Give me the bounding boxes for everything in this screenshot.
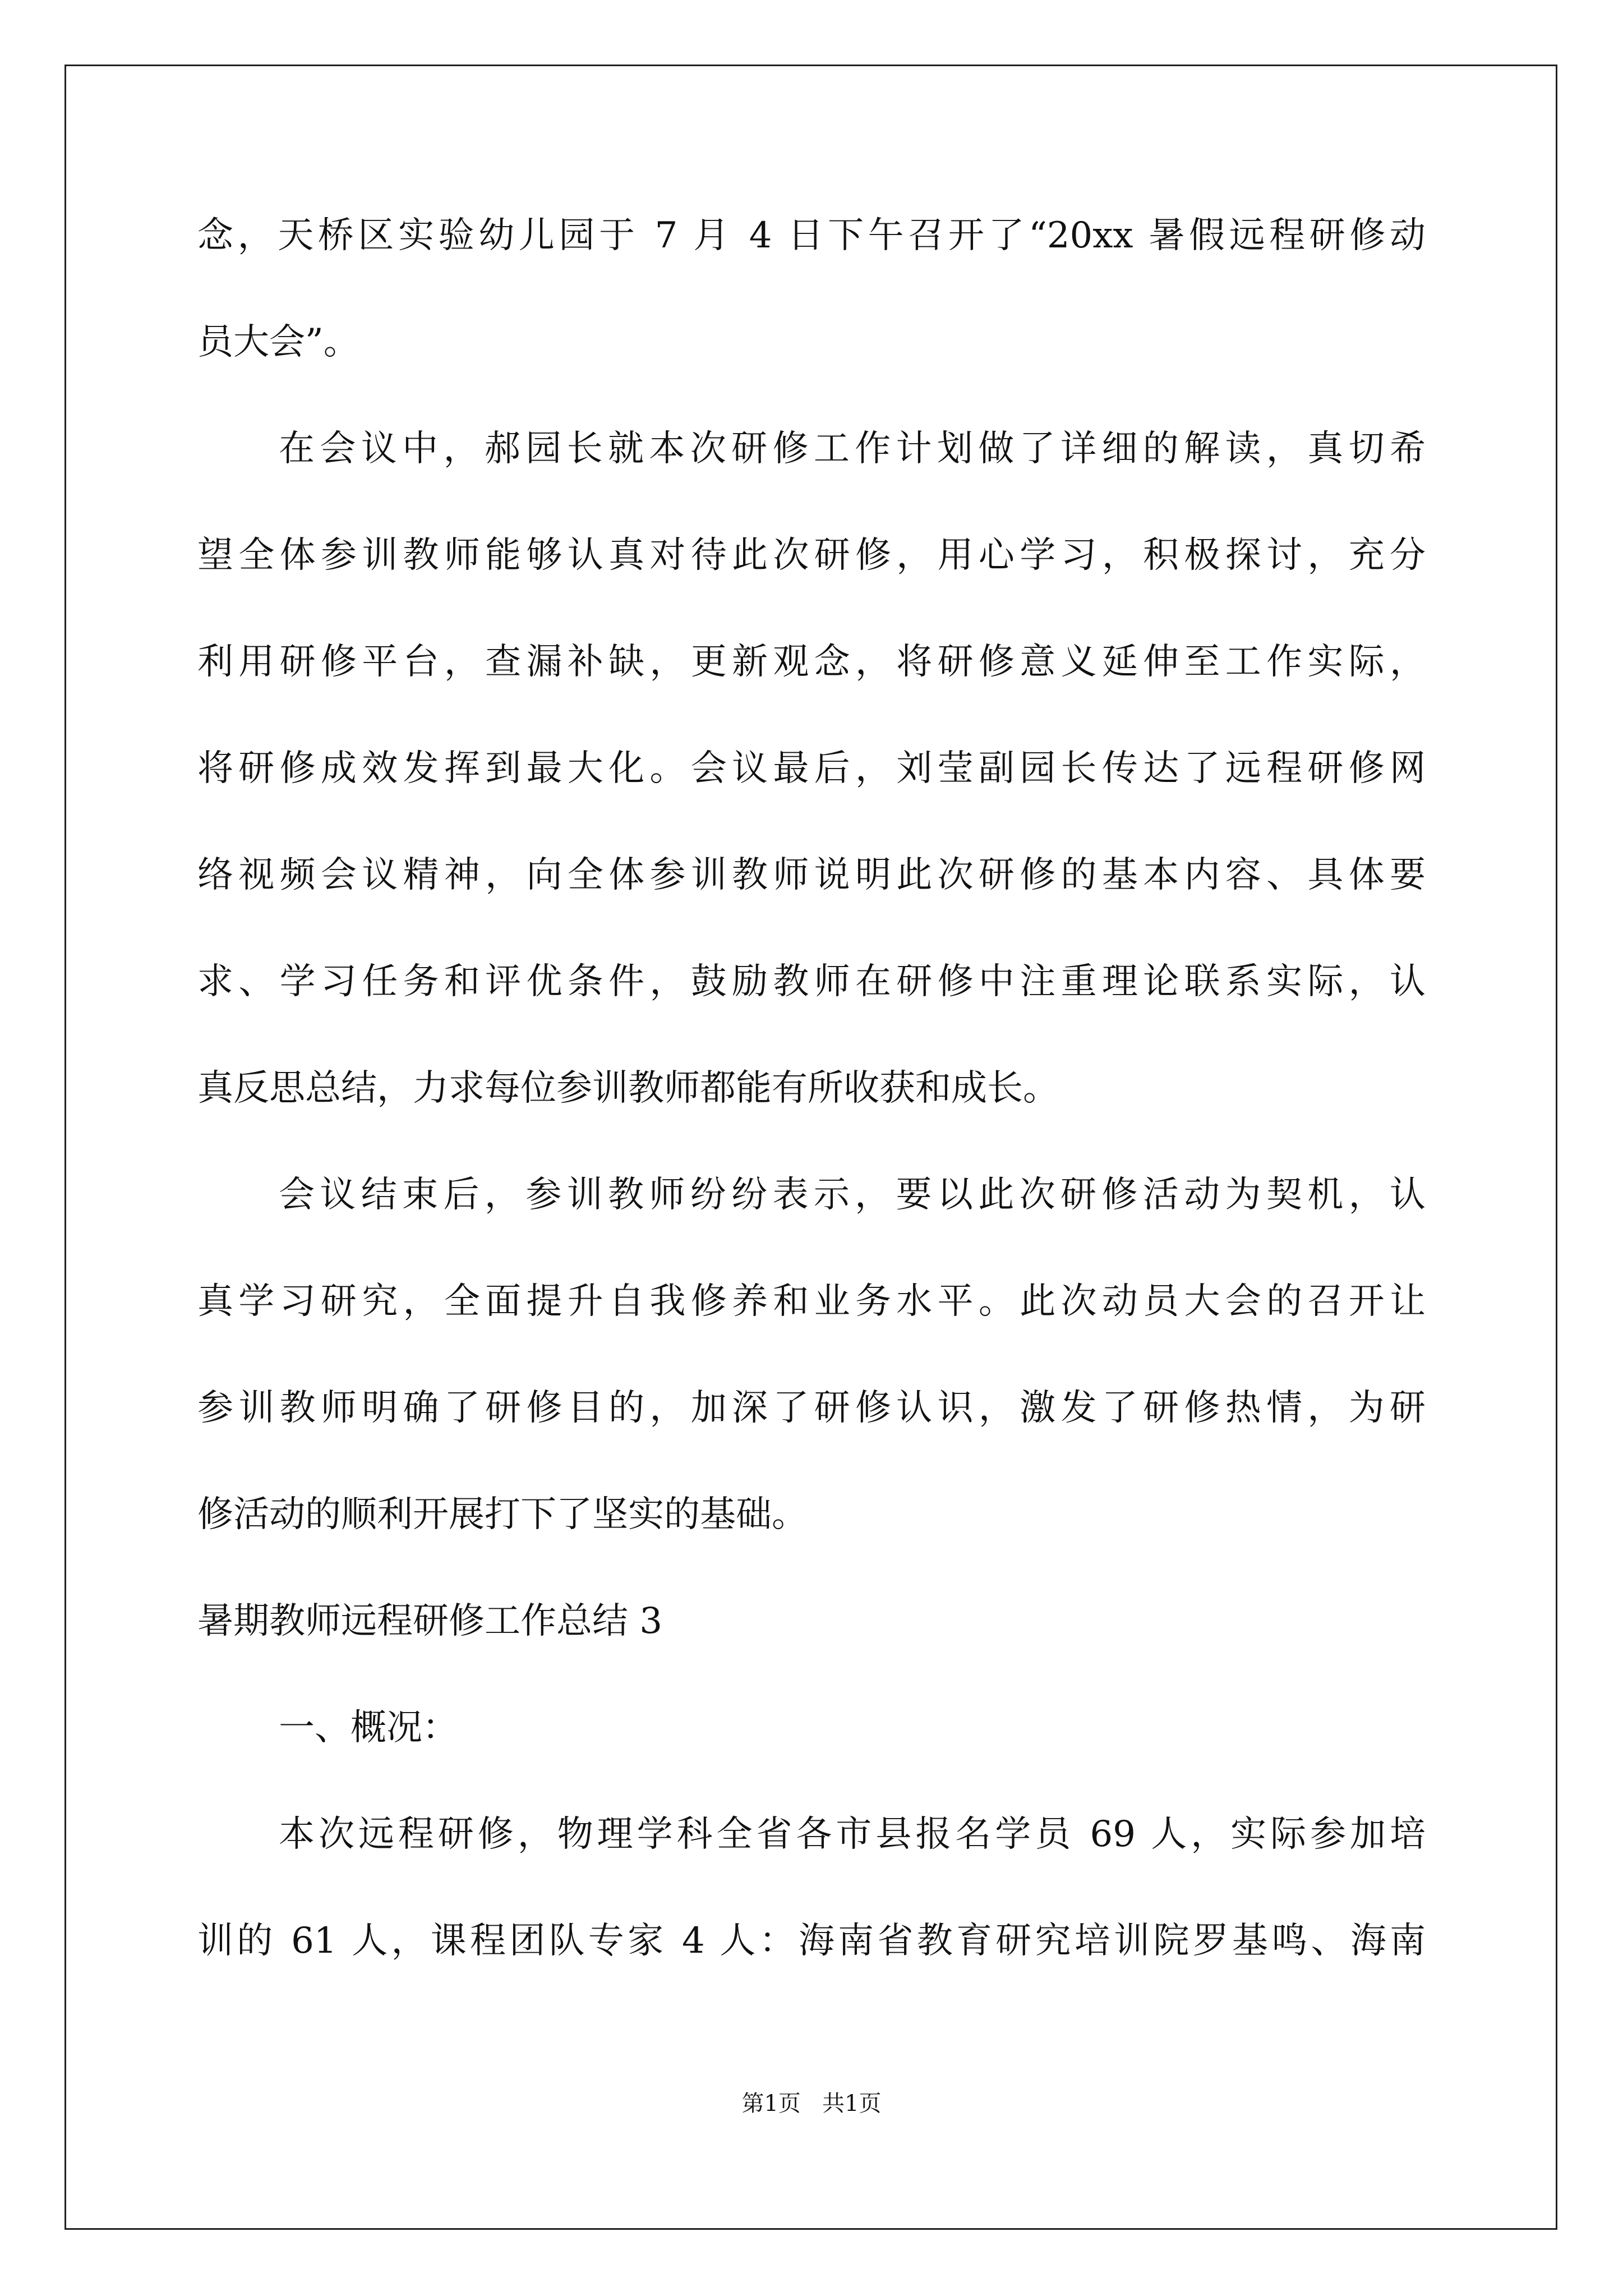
paragraph-line-11: 真学习研究，全面提升自我修养和业务水平。此次动员大会的召开让 (197, 1281, 1426, 1322)
paragraph-line-7: 络视频会议精神，向全体参训教师说明此次研修的基本内容、具体要 (197, 854, 1426, 896)
paragraph-line-5: 利用研修平台，查漏补缺，更新观念，将研修意义延伸至工作实际， (197, 641, 1426, 683)
paragraph-line-2: 员大会”。 (197, 321, 359, 363)
page-border (64, 65, 1557, 2230)
paragraph-line-12: 参训教师明确了研修目的，加深了研修认识，激发了研修热情，为研 (197, 1387, 1426, 1429)
subsection-heading: 一、概况： (279, 1707, 458, 1749)
paragraph-line-13: 修活动的顺利开展打下了坚实的基础。 (197, 1494, 808, 1535)
paragraph-line-6: 将研修成效发挥到最大化。会议最后，刘莹副园长传达了远程研修网 (197, 748, 1426, 789)
paragraph-line-17: 训的 61 人，课程团队专家 4 人：海南省教育研究培训院罗基鸣、海南 (197, 1920, 1426, 1962)
paragraph-line-8: 求、学习任务和评优条件，鼓励教师在研修中注重理论联系实际，认 (197, 961, 1426, 1002)
section-heading: 暑期教师远程研修工作总结 3 (197, 1600, 663, 1642)
paragraph-line-9: 真反思总结，力求每位参训教师都能有所收获和成长。 (197, 1068, 1059, 1109)
paragraph-line-16: 本次远程研修，物理学科全省各市县报名学员 69 人，实际参加培 (279, 1814, 1426, 1855)
page-footer: 第1页 共1页 (741, 2091, 882, 2116)
paragraph-line-1: 念，天桥区实验幼儿园于 7 月 4 日下午召开了“20xx 暑假远程研修动 (197, 215, 1426, 256)
paragraph-line-3: 在会议中，郝园长就本次研修工作计划做了详细的解读，真切希 (279, 428, 1426, 470)
paragraph-line-10: 会议结束后，参训教师纷纷表示，要以此次研修活动为契机，认 (279, 1174, 1426, 1216)
paragraph-line-4: 望全体参训教师能够认真对待此次研修，用心学习，积极探讨，充分 (197, 535, 1426, 576)
